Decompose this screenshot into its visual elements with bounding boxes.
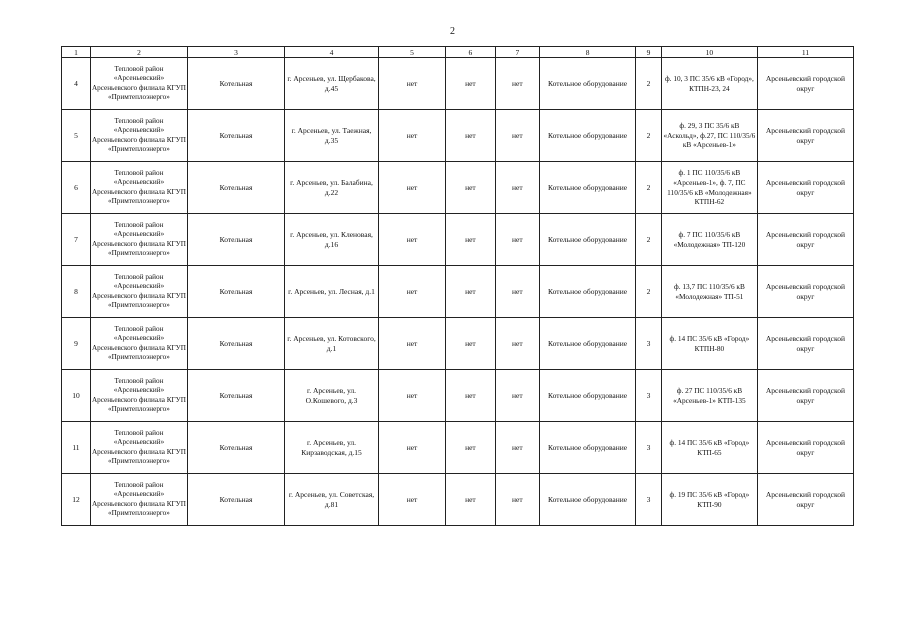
municipality-cell: Арсеньевский городской округ [757, 370, 853, 422]
municipality-cell: Арсеньевский городской округ [757, 110, 853, 162]
cell-col7: нет [495, 214, 539, 266]
heat-district-cell: Тепловой район «Арсеньевский» Арсеньевского филиала КГУП «Примтеплоэнерго» [90, 266, 187, 318]
heat-district-cell: Тепловой район «Арсеньевский» Арсеньевского филиала КГУП «Примтеплоэнерго» [90, 370, 187, 422]
municipality-cell: Арсеньевский городской округ [757, 422, 853, 474]
connection-point-cell: ф. 27 ПС 110/35/6 кВ «Арсеньев-1» КТП-135 [661, 370, 757, 422]
column-header: 10 [661, 47, 757, 58]
column-header: 1 [62, 47, 91, 58]
connection-point-cell: ф. 14 ПС 35/6 кВ «Город» КТП-65 [661, 422, 757, 474]
category-cell: 2 [636, 266, 662, 318]
connection-point-cell: ф. 10, 3 ПС 35/6 кВ «Город», КТПН-23, 24 [661, 58, 757, 110]
cell-col6: нет [446, 162, 496, 214]
table-row [62, 370, 854, 422]
cell-col5: нет [378, 474, 445, 526]
municipality-cell: Арсеньевский городской округ [757, 266, 853, 318]
address-cell: г. Арсеньев, ул. Кленовая, д.16 [285, 214, 379, 266]
column-header: 4 [285, 47, 379, 58]
category-cell: 3 [636, 318, 662, 370]
address-cell: г. Арсеньев, ул. Кирзаводская, д.15 [285, 422, 379, 474]
municipality-cell: Арсеньевский городской округ [757, 162, 853, 214]
table-row [62, 162, 854, 214]
heat-district-cell: Тепловой район «Арсеньевский» Арсеньевского филиала КГУП «Примтеплоэнерго» [90, 110, 187, 162]
object-type-cell: Котельная [187, 214, 284, 266]
address-cell: г. Арсеньев, ул. Котовского, д.1 [285, 318, 379, 370]
equipment-cell: Котельное оборудование [540, 266, 636, 318]
heat-district-cell: Тепловой район «Арсеньевский» Арсеньевского филиала КГУП «Примтеплоэнерго» [90, 422, 187, 474]
cell-col6: нет [446, 422, 496, 474]
address-cell: г. Арсеньев, ул. Щербакова, д.45 [285, 58, 379, 110]
table-row [62, 422, 854, 474]
object-type-cell: Котельная [187, 318, 284, 370]
category-cell: 3 [636, 474, 662, 526]
cell-col5: нет [378, 266, 445, 318]
cell-col7: нет [495, 422, 539, 474]
category-cell: 2 [636, 58, 662, 110]
connection-point-cell: ф. 1 ПС 110/35/6 кВ «Арсеньев-1», ф. 7, ПС 110/35/6 кВ «Молодежная» КТПН-62 [661, 162, 757, 214]
row-number: 12 [62, 474, 91, 526]
category-cell: 2 [636, 162, 662, 214]
cell-col5: нет [378, 318, 445, 370]
cell-col7: нет [495, 110, 539, 162]
equipment-cell: Котельное оборудование [540, 370, 636, 422]
heat-district-cell: Тепловой район «Арсеньевский» Арсеньевского филиала КГУП «Примтеплоэнерго» [90, 58, 187, 110]
cell-col6: нет [446, 110, 496, 162]
municipality-cell: Арсеньевский городской округ [757, 318, 853, 370]
equipment-cell: Котельное оборудование [540, 162, 636, 214]
cell-col6: нет [446, 370, 496, 422]
table-header-row [62, 47, 854, 58]
connection-point-cell: ф. 13,7 ПС 110/35/6 кВ «Молодежная» ТП-51 [661, 266, 757, 318]
heat-district-cell: Тепловой район «Арсеньевский» Арсеньевского филиала КГУП «Примтеплоэнерго» [90, 318, 187, 370]
equipment-cell: Котельное оборудование [540, 318, 636, 370]
column-header: 9 [636, 47, 662, 58]
object-type-cell: Котельная [187, 162, 284, 214]
connection-point-cell: ф. 19 ПС 35/6 кВ «Город» КТП-90 [661, 474, 757, 526]
cell-col7: нет [495, 58, 539, 110]
municipality-cell: Арсеньевский городской округ [757, 214, 853, 266]
table-row [62, 474, 854, 526]
cell-col5: нет [378, 370, 445, 422]
table-row [62, 110, 854, 162]
cell-col5: нет [378, 58, 445, 110]
row-number: 9 [62, 318, 91, 370]
cell-col7: нет [495, 162, 539, 214]
category-cell: 2 [636, 110, 662, 162]
category-cell: 3 [636, 370, 662, 422]
heat-district-cell: Тепловой район «Арсеньевский» Арсеньевского филиала КГУП «Примтеплоэнерго» [90, 162, 187, 214]
category-cell: 3 [636, 422, 662, 474]
cell-col7: нет [495, 266, 539, 318]
heat-district-cell: Тепловой район «Арсеньевский» Арсеньевского филиала КГУП «Примтеплоэнерго» [90, 474, 187, 526]
equipment-cell: Котельное оборудование [540, 474, 636, 526]
address-cell: г. Арсеньев, ул. Лесная, д.1 [285, 266, 379, 318]
equipment-cell: Котельное оборудование [540, 110, 636, 162]
row-number: 7 [62, 214, 91, 266]
cell-col7: нет [495, 474, 539, 526]
object-type-cell: Котельная [187, 266, 284, 318]
page-number: 2 [450, 26, 455, 37]
cell-col7: нет [495, 318, 539, 370]
cell-col5: нет [378, 110, 445, 162]
row-number: 5 [62, 110, 91, 162]
row-number: 10 [62, 370, 91, 422]
object-type-cell: Котельная [187, 474, 284, 526]
category-cell: 2 [636, 214, 662, 266]
column-header: 7 [495, 47, 539, 58]
cell-col5: нет [378, 422, 445, 474]
table-row [62, 58, 854, 110]
table-row [62, 318, 854, 370]
object-type-cell: Котельная [187, 58, 284, 110]
column-header: 6 [446, 47, 496, 58]
table-row [62, 266, 854, 318]
column-header: 11 [757, 47, 853, 58]
municipality-cell: Арсеньевский городской округ [757, 474, 853, 526]
column-header: 8 [540, 47, 636, 58]
cell-col5: нет [378, 162, 445, 214]
row-number: 6 [62, 162, 91, 214]
cell-col6: нет [446, 318, 496, 370]
column-header: 5 [378, 47, 445, 58]
column-header: 2 [90, 47, 187, 58]
column-header: 3 [187, 47, 284, 58]
municipality-cell: Арсеньевский городской округ [757, 58, 853, 110]
address-cell: г. Арсеньев, ул. О.Кошевого, д.3 [285, 370, 379, 422]
cell-col5: нет [378, 214, 445, 266]
equipment-cell: Котельное оборудование [540, 422, 636, 474]
heat-district-cell: Тепловой район «Арсеньевский» Арсеньевского филиала КГУП «Примтеплоэнерго» [90, 214, 187, 266]
cell-col6: нет [446, 474, 496, 526]
connection-point-cell: ф. 29, 3 ПС 35/6 кВ «Аскольд», ф.27, ПС 110/35/6 кВ «Арсеньев-1» [661, 110, 757, 162]
cell-col6: нет [446, 266, 496, 318]
address-cell: г. Арсеньев, ул. Советская, д.81 [285, 474, 379, 526]
connection-point-cell: ф. 14 ПС 35/6 кВ «Город» КТПН-80 [661, 318, 757, 370]
address-cell: г. Арсеньев, ул. Балабина, д.22 [285, 162, 379, 214]
equipment-cell: Котельное оборудование [540, 58, 636, 110]
object-type-cell: Котельная [187, 110, 284, 162]
row-number: 11 [62, 422, 91, 474]
facilities-table [61, 46, 854, 526]
row-number: 4 [62, 58, 91, 110]
row-number: 8 [62, 266, 91, 318]
cell-col7: нет [495, 370, 539, 422]
cell-col6: нет [446, 214, 496, 266]
cell-col6: нет [446, 58, 496, 110]
object-type-cell: Котельная [187, 370, 284, 422]
address-cell: г. Арсеньев, ул. Таежная, д.35 [285, 110, 379, 162]
connection-point-cell: ф. 7 ПС 110/35/6 кВ «Молодежная» ТП-120 [661, 214, 757, 266]
object-type-cell: Котельная [187, 422, 284, 474]
table-row [62, 214, 854, 266]
equipment-cell: Котельное оборудование [540, 214, 636, 266]
